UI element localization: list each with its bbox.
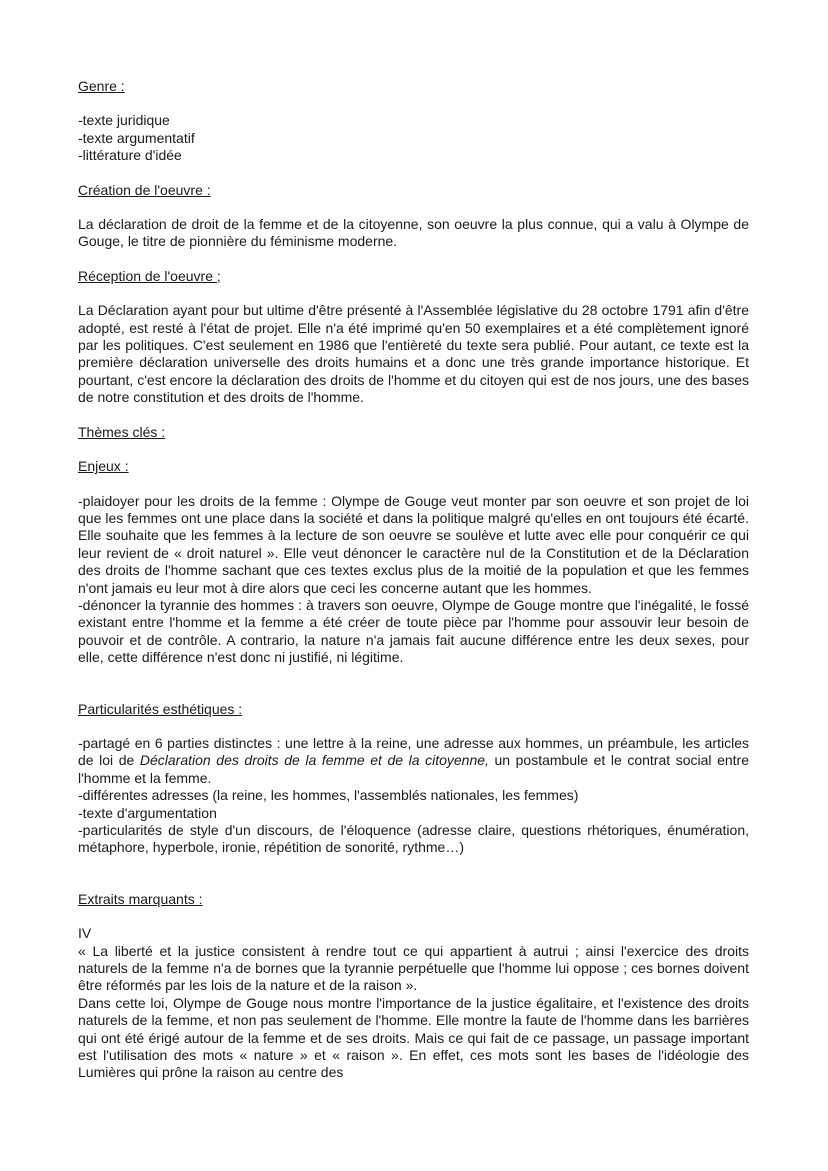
extraits-analysis: Dans cette loi, Olympe de Gouge nous montre l'importance de la justice égalitaire, et l'existence des droits naturels de la femme, et non pas seulement de l'homme. Elle montre la faute de l'homme dans les barrières qui ont été érigé autour de la femme et de ses droits. Mais ce qui fait de ce passage, un passage important est l'utilisation des mots « nature » et « raison ». En effet, ces mots sont les bases de l'idéologie des Lumières qui prône la raison au centre des [78, 994, 749, 1081]
creation-heading: Création de l'oeuvre : [78, 181, 211, 198]
extraits-numeral: IV [78, 925, 92, 942]
esthetique-paragraph-1 [78, 735, 749, 787]
genre-heading: Genre : [78, 78, 125, 94]
reception-paragraph: La Déclaration ayant pour but ultime d'être présenté à l'Assemblée législative du 28 octobre 1791 afin d'être adopté, est resté à l'état de projet. Elle n'a été imprimé qu'en 50 exemplaires et a été complètement ignoré par les politiques. C'est seulement en 1986 que l'entièreté du texte sera publié. Pour autant, ce texte est la première déclaration universelle des droits humains et a donc une très grande importance historique. Et pourtant, c'est encore la déclaration des droits de l'homme et du citoyen qui est de nos jours, une des bases de notre constitution et des droits de l'homme. [78, 302, 749, 406]
extraits-quote: « La liberté et la justice consistent à rendre tout ce qui appartient à autrui ; ainsi l'exercice des droits naturels de la femme n'a de bornes que la tyrannie perpétuelle que l'homme lui oppose ; ces bornes doivent être réformés par les lois de la nature et de la raison ». [78, 942, 749, 994]
enjeux-heading: Enjeux : [78, 458, 129, 475]
list-item: -littérature d'idée [78, 147, 182, 164]
enjeux-paragraph-2: -dénoncer la tyrannie des hommes : à travers son oeuvre, Olympe de Gouge montre que l'inégalité, le fossé existant entre l'homme et la femme a été créer de toute pièce par l'homme pour assouvir leur besoin de pouvoir et de contrôle. A contrario, la nature n'a jamais fait aucune différence entre les deux sexes, pour elle, cette différence n'est donc ni justifié, ni légitime. [78, 596, 749, 666]
esthetique-p1-title: Déclaration des droits de la femme et de la citoyenne, [139, 752, 489, 769]
themes-heading: Thèmes clés : [78, 423, 166, 440]
esthetique-p1-end: un postambule et le contrat social entre l'homme et la femme. [78, 752, 749, 786]
extraits-heading: Extraits marquants : [78, 890, 203, 907]
esthetique-paragraph-4: -particularités de style d'un discours, de l'éloquence (adresse claire, questions rhétoriques, énumération, métaphore, hyperbole, ironie, répétition de sonorité, rythme…) [78, 822, 749, 856]
esthetique-p1-start: -partagé en 6 parties distinctes : une lettre à la reine, une adresse aux hommes, un préambule, les articles de loi de [78, 734, 749, 769]
esthetique-paragraph-2: -différentes adresses (la reine, les hommes, l'assemblés nationales, les femmes) [78, 787, 579, 804]
esthetique-paragraph-3: -texte d'argumentation [78, 804, 217, 821]
reception-heading: Réception de l'oeuvre ; [78, 267, 221, 284]
list-item: -texte juridique [78, 112, 170, 129]
esthetique-heading: Particularités esthétiques : [78, 700, 243, 717]
enjeux-paragraph-1: -plaidoyer pour les droits de la femme : Olympe de Gouge veut monter par son oeuvre et son projet de loi que les femmes ont une place dans la société et dans la politique malgré qu'elles en ont toujours été écarté. Elle souhaite que les femmes à la lecture de son oeuvre se soulève et lutte avec elle pour conquérir ce qui leur revient de « droit naturel ». Elle veut dénoncer le caractère nul de la Constitution et de la Déclaration des droits de l'homme sachant que ces textes exclus plus de la moitié de la population et que les femmes n'ont jamais eu leur mot à dire alors que ceci les concerne autant que les hommes. [78, 492, 749, 596]
list-item: -texte argumentatif [78, 129, 195, 146]
document-body [78, 78, 749, 1082]
creation-paragraph: La déclaration de droit de la femme et de la citoyenne, son oeuvre la plus connue, qui a valu à Olympe de Gouge, le titre de pionnière du féminisme moderne. [78, 216, 749, 250]
genre-list [78, 112, 749, 164]
